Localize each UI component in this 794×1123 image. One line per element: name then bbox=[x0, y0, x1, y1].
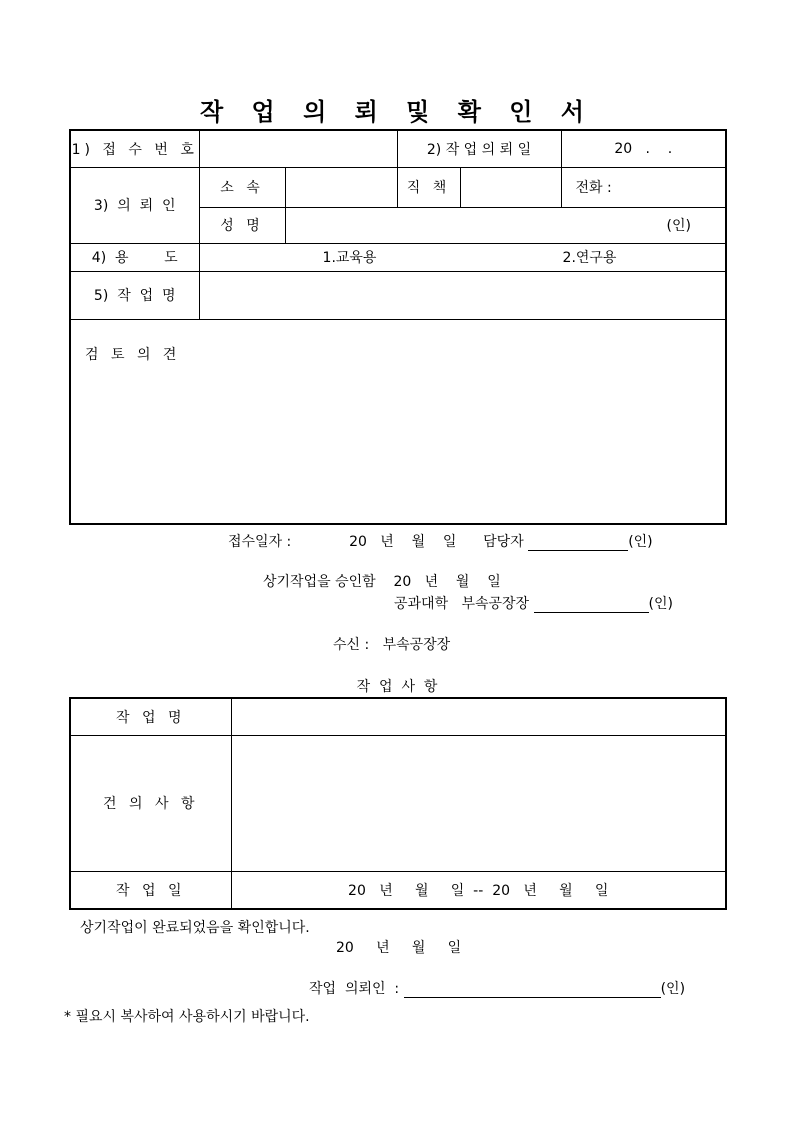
purpose-field[interactable] bbox=[199, 243, 726, 271]
manager-signature-line[interactable] bbox=[528, 534, 628, 551]
work-detail-name-label: 작 업 명 bbox=[70, 698, 231, 735]
work-section-title: 작 업 사 항 bbox=[356, 679, 438, 695]
position-field[interactable] bbox=[460, 167, 561, 207]
requester-label: 3) 의 뢰 인 bbox=[70, 167, 199, 243]
factory-manager-signature-line[interactable] bbox=[534, 596, 649, 613]
suggestions-field[interactable] bbox=[231, 735, 726, 871]
work-name-label: 5) 작 업 명 bbox=[70, 271, 199, 319]
suggestions-label: 건 의 사 항 bbox=[70, 735, 231, 871]
position-label: 직 책 bbox=[397, 167, 460, 207]
factory-manager-seal: (인) bbox=[648, 596, 673, 612]
name-field[interactable] bbox=[285, 207, 726, 243]
work-name-field[interactable] bbox=[199, 271, 726, 319]
requester-sign-text: 작업 의뢰인 : bbox=[309, 981, 400, 997]
work-date-field[interactable]: 20 년 월 일 -- 20 년 월 일 bbox=[231, 871, 726, 909]
requester-signature-line[interactable] bbox=[404, 981, 661, 998]
work-detail-name-field[interactable] bbox=[231, 698, 726, 735]
recipient-line: 수신 : 부속공장장 bbox=[333, 637, 451, 653]
purpose-option-research[interactable]: 2.연구용 bbox=[562, 250, 617, 266]
completion-date-line: 20 년 월 일 bbox=[336, 940, 462, 956]
affiliation-field[interactable] bbox=[285, 167, 397, 207]
phone-field[interactable] bbox=[561, 167, 726, 207]
work-date-label: 작 업 일 bbox=[70, 871, 231, 909]
purpose-option-education[interactable]: 1.교육용 bbox=[322, 250, 377, 266]
requester-seal: (인) bbox=[660, 981, 686, 997]
copy-note: * 필요시 복사하여 사용하시기 바랍니다. bbox=[64, 1009, 310, 1025]
name-seal: (인) bbox=[666, 218, 691, 234]
receipt-date-text: 접수일자 : 20 년 월 일 담당자 bbox=[228, 534, 524, 550]
manager-seal: (인) bbox=[628, 534, 653, 550]
phone-label: 전화 : bbox=[575, 180, 612, 196]
factory-manager-line bbox=[394, 593, 673, 613]
request-date-label: 2) 작 업 의 뢰 일 bbox=[397, 130, 561, 167]
form-title: 작 업 의 뢰 및 확 인 서 bbox=[200, 98, 594, 126]
request-date-field[interactable]: 20 . . bbox=[561, 130, 726, 167]
name-label: 성 명 bbox=[199, 207, 285, 243]
purpose-label: 4) 용 도 bbox=[70, 243, 199, 271]
reception-number-field[interactable] bbox=[199, 130, 397, 167]
factory-manager-text: 공과대학 부속공장장 bbox=[394, 596, 530, 612]
requester-sign-line bbox=[309, 978, 685, 998]
approval-line: 상기작업을 승인함 20 년 월 일 bbox=[263, 574, 501, 590]
work-details-table bbox=[69, 697, 727, 910]
affiliation-label: 소 속 bbox=[199, 167, 285, 207]
completion-confirm-line: 상기작업이 완료되었음을 확인합니다. bbox=[80, 920, 310, 936]
review-opinion-label: 검 토 의 견 bbox=[85, 346, 181, 363]
review-opinion-box[interactable] bbox=[70, 319, 726, 524]
reception-number-label: 1) 접 수 번 호 bbox=[70, 130, 199, 167]
request-table bbox=[69, 129, 727, 525]
receipt-date-line bbox=[228, 531, 653, 551]
